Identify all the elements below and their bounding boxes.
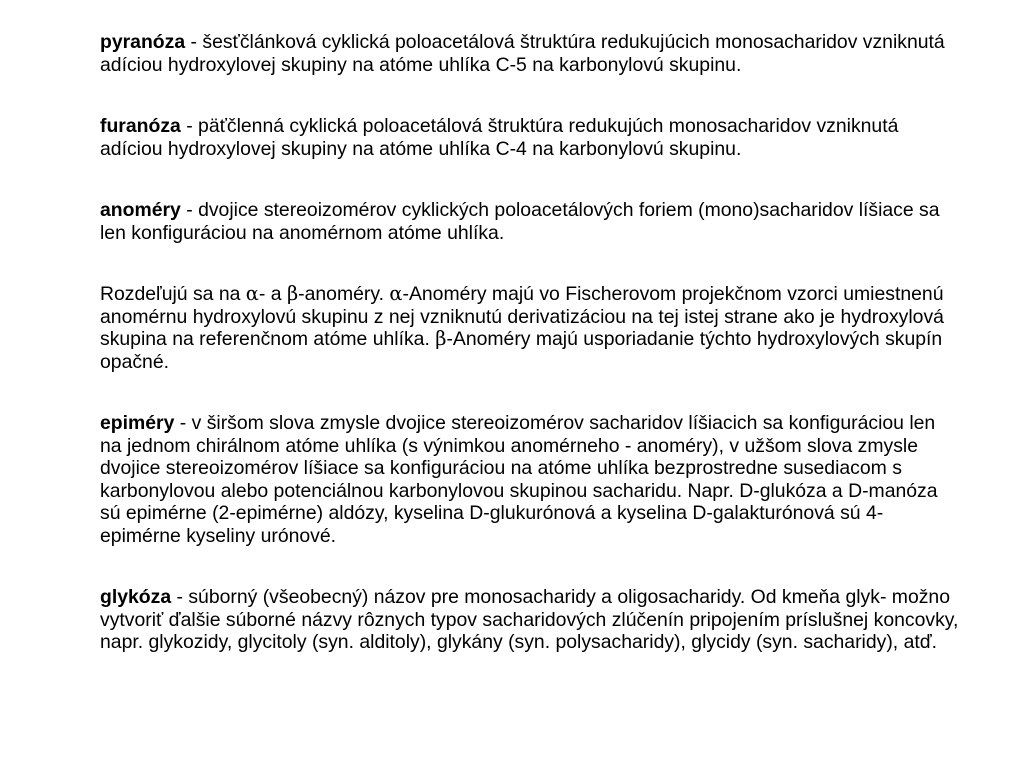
alpha-symbol: α (389, 282, 403, 305)
term-glykoza: glykóza (100, 586, 172, 608)
term-pyranoza: pyranóza (100, 31, 186, 53)
anomery-explanation-seg5: -Anoméry majú usporiadanie týchto hydroxylových skupín opačné. (100, 328, 943, 373)
definition-pyranoza (100, 31, 960, 76)
anomery-explanation-seg3: -anoméry. (298, 283, 390, 305)
definition-anomery (100, 199, 960, 244)
beta-symbol: β (435, 327, 447, 350)
definition-text-epimery: - v širšom slova zmysle dvojice stereoizomérov sacharidov líšiacich sa konfiguráciou len na jednom chirálnom atóme uhlíka (s výnimkou anomérneho - anoméry), v užšom slova zmysle dvojice stereoizomérov líšiace sa konfiguráciou na atóme uhlíka bezprostredne susediacom s karbonylovou alebo potenciálnou karbonylovou skupinou sacharidu. Napr. D-glukóza a D-manóza sú epimérne (2-epimérne) aldózy, kyselina D-glukurónová a kyselina D-galakturónová sú 4-epimérne kyseliny urónové. (100, 412, 938, 547)
term-epimery: epiméry (100, 412, 175, 434)
term-furanoza: furanóza (100, 115, 181, 137)
definition-text-anomery: - dvojice stereoizomérov cyklických poloacetálových foriem (mono)sacharidov líšiace sa len konfiguráciou na anomérnom atóme uhlíka. (100, 199, 940, 244)
definition-epimery (100, 412, 960, 547)
anomery-explanation-seg2: - a (258, 283, 287, 305)
definition-glykoza (100, 586, 960, 654)
definition-text-glykoza: - súborný (všeobecný) názov pre monosacharidy a oligosacharidy. Od kmeňa glyk- možno vytvoriť ďalšie súborné názvy rôznych typov sacharidových zlúčenín pripojením príslušnej koncovky, napr. glykozidy, glycitoly (syn. alditoly), glykány (syn. polysacharidy), glycidy (syn. sacharidy), atď. (100, 586, 959, 653)
definition-text-furanoza: - päťčlenná cyklická poloacetálová štruktúra redukujúch monosacharidov vzniknutá adíciou hydroxylovej skupiny na atóme uhlíka C-4 na karbonylovú skupinu. (100, 115, 899, 160)
anomery-explanation-seg4: -Anoméry majú vo Fischerovom projekčnom vzorci umiestnenú anomérnu hydroxylovú skupinu z nej vzniknutú derivatizáciou na tej istej strane ako je hydroxylová skupina na referenčnom atóme uhlíka. (100, 283, 944, 350)
beta-symbol: β (286, 282, 299, 305)
anomery-explanation (100, 283, 960, 373)
slide-content (100, 31, 960, 654)
anomery-explanation-seg1: Rozdeľujú sa na (100, 283, 246, 305)
alpha-symbol: α (245, 282, 259, 305)
definition-text-pyranoza: - šesťčlánková cyklická poloacetálová štruktúra redukujúcich monosacharidov vzniknutá adíciou hydroxylovej skupiny na atóme uhlíka C-5 na karbonylovú skupinu. (100, 31, 945, 76)
definition-furanoza (100, 115, 960, 160)
term-anomery: anoméry (100, 199, 181, 221)
